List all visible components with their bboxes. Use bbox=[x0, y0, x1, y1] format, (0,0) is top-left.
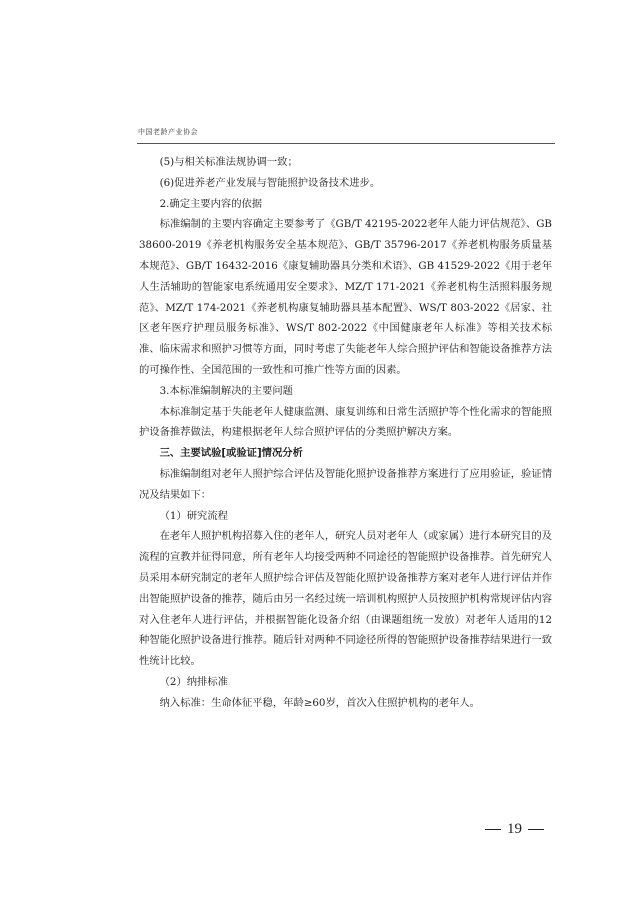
page-number-value: 19 bbox=[507, 821, 522, 837]
paragraph-criterion-6: (6)促进养老产业发展与智能照护设备技术进步。 bbox=[159, 176, 381, 189]
subheading-process: （1）研究流程 bbox=[159, 509, 228, 522]
subheading-problems: 3.本标准编制解决的主要问题 bbox=[159, 384, 293, 397]
paragraph-references: 标准编制的主要内容确定主要参考了《GB/T 42195-2022老年人能力评估规范》、GB 38600-2019《养老机构服务安全基本规范》、GB/T 35796-2017《养老机构服务质量基本规范》、GB/T 16432-2016《康复辅助器具分类和术语》、GB 41529-2022《用于老年人生活辅助的智能家电系统通用安全要求》、MZ/T 171-2021《养老机构生活照料服务规范》、MZ/T 174-2021《养老机构康复辅助器具基本配置》、WS/T 803-2022《居家、社区老年医疗护理员服务标准》、WS/T 802-2022《中国健康老年人标准》等相关技术标准、临床需求和照护习惯等方面，同时考虑了失能老年人综合照护评估和智能设备推荐方法的可操作性、全国范围的一致性和可推广性等方面的因素。 bbox=[139, 218, 552, 376]
document-body bbox=[139, 152, 552, 714]
paragraph-problems: 本标准制定基于失能老年人健康监测、康复训练和日常生活照护等个性化需求的智能照护设备推荐做法，构建根据老年人综合照护评估的分类照护解决方案。 bbox=[139, 405, 552, 439]
paragraph-criterion-5: (5)与相关标准法规协调一致； bbox=[159, 156, 298, 168]
page-number bbox=[479, 821, 550, 838]
paragraph-validation-intro: 标准编制组对老年人照护综合评估及智能化照护设备推荐方案进行了应用验证，验证情况及结果如下： bbox=[139, 467, 552, 501]
subheading-criteria: （2）纳排标准 bbox=[159, 675, 228, 688]
header-divider bbox=[137, 143, 555, 144]
page-number-dash-right bbox=[528, 829, 544, 830]
section-title-validation: 三、主要试验[或验证]情况分析 bbox=[159, 447, 303, 460]
page-number-dash-left bbox=[485, 829, 501, 830]
paragraph-process: 在老年人照护机构招募入住的老年人，研究人员对老年人（或家属）进行本研究目的及流程的宣教并征得同意，所有老年人均接受两种不同途径的智能照护设备推荐。首先研究人员采用本研究制定的老年人照护综合评估及智能化照护设备推荐方案对老年人进行评估并作出智能照护设备的推荐，随后由另一名经过统一培训机构照护人员按照护机构常规评估内容对入住老年人进行评估，并根据智能化设备介绍（由课题组统一发放）对老年人适用的12种智能化照护设备进行推荐。随后针对两种不同途径所得的智能照护设备推荐结果进行一致性统计比较。 bbox=[139, 530, 552, 668]
header-organization: 中国老龄产业协会 bbox=[138, 128, 198, 136]
paragraph-inclusion: 纳入标准：生命体征平稳，年龄≥60岁，首次入住照护机构的老年人。 bbox=[159, 696, 480, 709]
subheading-basis: 2.确定主要内容的依据 bbox=[159, 197, 263, 210]
